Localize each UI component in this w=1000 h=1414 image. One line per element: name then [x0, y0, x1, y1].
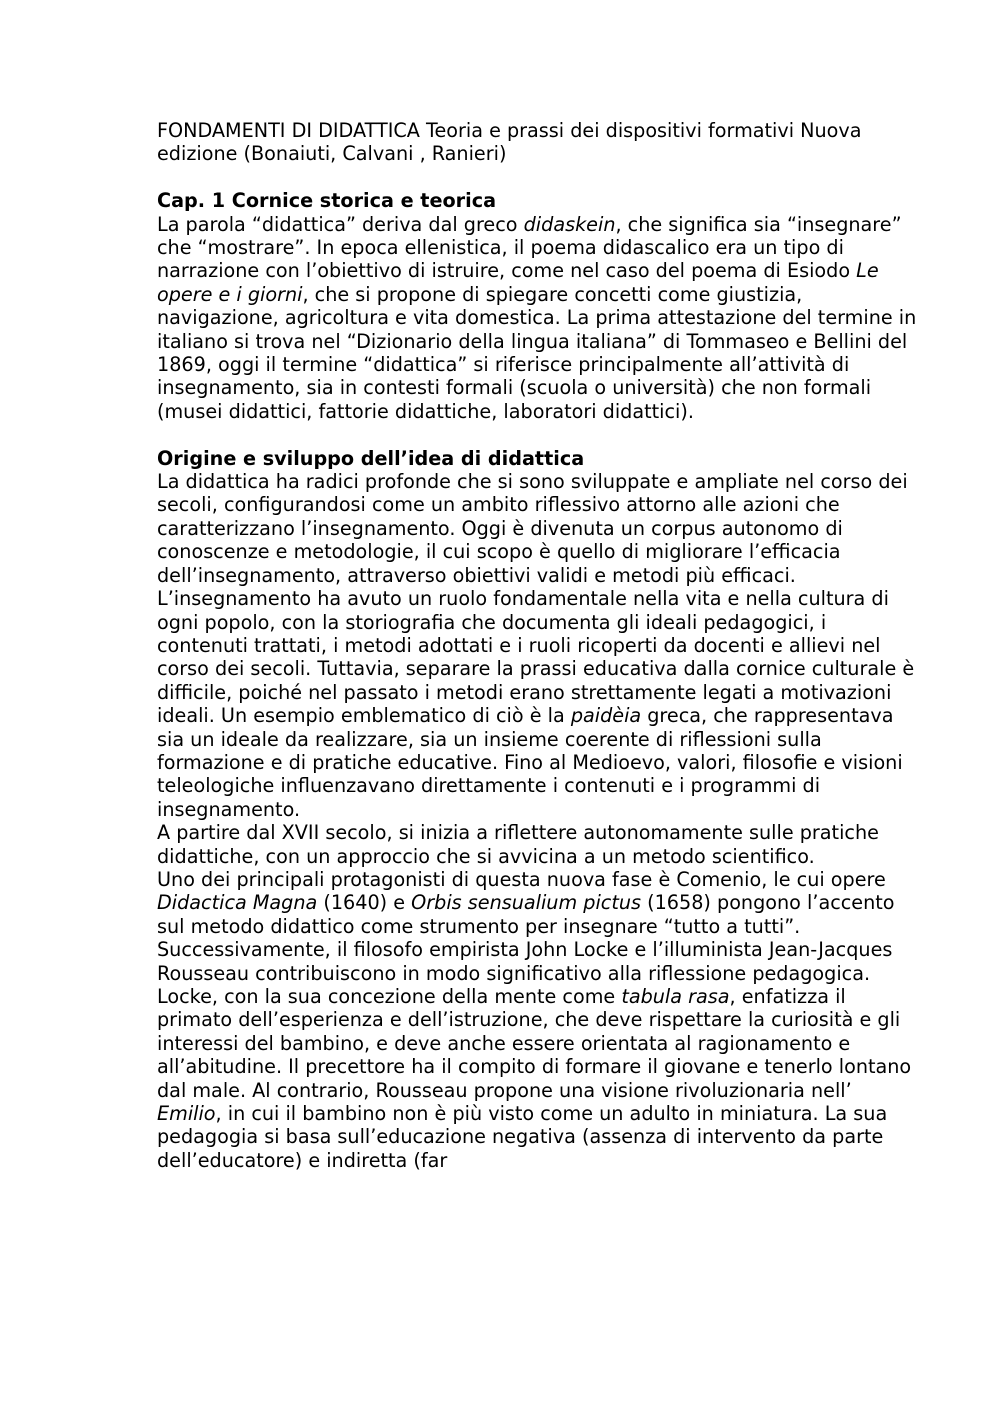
italic-title: Le opere e i giorni: [157, 259, 879, 306]
section-origine-sviluppo: [157, 447, 917, 1173]
text-run: , che significa sia “insegnare” che “mostrare”. In epoca ellenistica, il poema didascalico era un tipo di narrazione con l’obiettivo di istruire, come nel caso del poema di Esiodo: [157, 212, 902, 283]
paragraph: [157, 587, 917, 821]
text-run: , in cui il bambino non è più visto come un adulto in miniatura. La sua pedagogia si basa sull’educazione negativa (assenza di intervento da parte dell’educatore) e indiretta (far: [157, 1102, 888, 1172]
section-cornice-storica: [157, 189, 917, 423]
paragraph: [157, 938, 917, 1172]
paragraph: [157, 868, 917, 938]
document-title: FONDAMENTI DI DIDATTICA Teoria e prassi dei dispositivi formativi Nuova edizione (Bonaiuti, Calvani , Ranieri): [157, 119, 862, 166]
document-page: [157, 119, 917, 1196]
section-heading: Cap. 1 Cornice storica e teorica: [157, 189, 497, 213]
paragraph: [157, 213, 917, 424]
text-run: Uno dei principali protagonisti di questa nuova fase è Comenio, le cui opere: [157, 867, 886, 891]
italic-title: Didactica Magna: [157, 891, 318, 915]
text-run: greca, che rappresentava sia un ideale da realizzare, sia un insieme coerente di riflessioni sulla formazione e di pratiche educative. Fino al Medioevo, valori, filosofie e visioni teleologiche influenzavano direttamente i contenuti e i programmi di insegnamento.: [157, 704, 903, 821]
text-run: , enfatizza il primato dell’esperienza e dell’istruzione, che deve rispettare la curiosità e gli interessi del bambino, e deve anche essere orientata al ragionamento e all’abitudine. Il precettore ha il compito di formare il giovane e tenerlo lontano dal male. Al contrario, Rousseau propone una visione rivoluzionaria nell’: [157, 985, 912, 1102]
italic-title: Emilio: [157, 1102, 216, 1126]
paragraph: La didattica ha radici profonde che si sono sviluppate e ampliate nel corso dei secoli, configurandosi come un ambito riflessivo attorno alle azioni che caratterizzano l’insegnamento. Oggi è divenuta un corpus autonomo di conoscenze e metodologie, il cui scopo è quello di migliorare l’efficacia dell’insegnamento, attraverso obiettivi validi e metodi più efficaci.: [157, 470, 908, 587]
italic-title: Orbis sensualium pictus: [411, 891, 642, 915]
paragraph: A partire dal XVII secolo, si inizia a riflettere autonomamente sulle pratiche didattiche, con un approccio che si avvicina a un metodo scientifico.: [157, 821, 879, 868]
text-run: La parola “didattica” deriva dal greco: [157, 212, 524, 236]
text-run: , che si propone di spiegare concetti come giustizia, navigazione, agricoltura e vita domestica. La prima attestazione del termine in italiano si trova nel “Dizionario della lingua italiana” di Tommaseo e Bellini del 1869, oggi il termine “didattica” si riferisce principalmente all’attività di insegnamento, sia in contesti formali (scuola o università) che non formali (musei didattici, fattorie didattiche, laboratori didattici).: [157, 282, 917, 423]
text-run: (1640) e: [317, 891, 412, 915]
section-heading: Origine e sviluppo dell’idea di didattica: [157, 446, 585, 470]
italic-term: paidèia: [570, 704, 642, 728]
text-run: (1658) pongono l’accento sul metodo didattico come strumento per insegnare “tutto a tutti”.: [157, 891, 895, 938]
italic-term: tabula rasa: [621, 985, 730, 1008]
italic-term: didaskein: [523, 212, 616, 236]
text-run: L’insegnamento ha avuto un ruolo fondamentale nella vita e nella cultura di ogni popolo, con la storiografia che documenta gli ideali pedagogici, i contenuti trattati, i metodi adottati e i ruoli ricoperti da docenti e allievi nel corso dei secoli. Tuttavia, separare la prassi educativa dalla cornice culturale è difficile, poiché nel passato i metodi erano strettamente legati a motivazioni ideali. Un esempio emblematico di ciò è la: [157, 587, 915, 728]
text-run: Successivamente, il filosofo empirista John Locke e l’illuminista Jean-Jacques Rousseau contribuiscono in modo significativo alla riflessione pedagogica. Locke, con la sua concezione della mente come: [157, 938, 893, 1008]
